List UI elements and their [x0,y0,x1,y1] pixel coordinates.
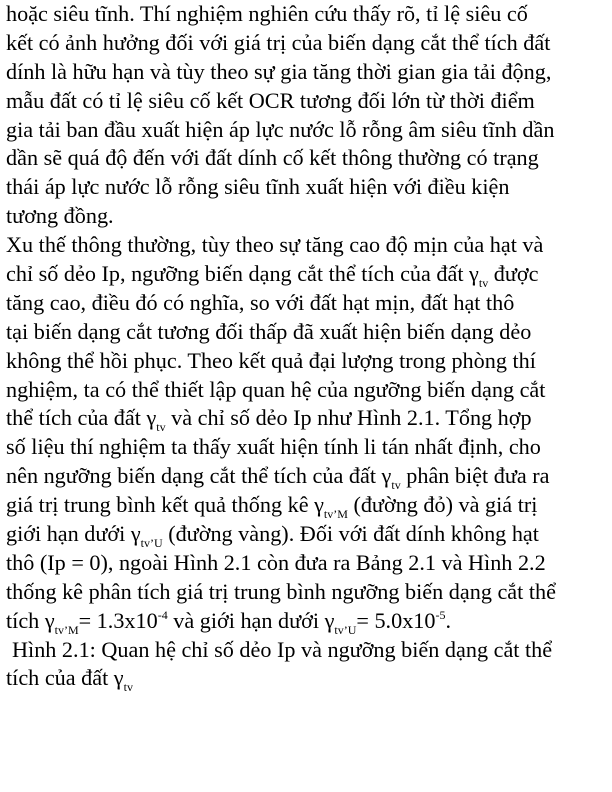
text-line: thái áp lực nước lỗ rỗng siêu tĩnh xuất hiện với điều kiện [6,174,510,200]
text-line [6,404,610,433]
text-run: thể tích của đất γ [6,405,157,431]
subscript: tv [156,420,166,435]
subscript: tv [123,680,133,695]
text-line: số liệu thí nghiệm ta thấy xuất hiện tính li tán nhất định, cho [6,434,541,460]
caption-line: Hình 2.1: Quan hệ chỉ số dẻo Ip và ngưỡng biến dạng cắt thể [12,636,553,662]
text-run: tích của đất γ [6,665,124,691]
text-run: giới hạn dưới γ [6,521,141,547]
subscript: tv [391,478,401,493]
subscript: tv [478,276,489,291]
paragraph-1 [6,0,610,231]
text-run: (đường vàng). Đối với đất dính không hạt [162,521,539,547]
figure-caption [6,636,610,694]
subscript: tv’U [334,622,357,637]
subscript: tv’M [323,507,348,522]
text-run: và giới hạn dưới γ [167,607,335,633]
text-run: được [488,261,539,287]
document-page [6,0,610,693]
subscript: tv’U [140,536,163,551]
caption-line [6,664,610,693]
text-run: tích γ [6,607,55,633]
text-line [6,607,610,636]
text-line: gia tải ban đầu xuất hiện áp lực nước lỗ rỗng âm siêu tĩnh dần [6,116,555,142]
subscript: tv’M [54,622,79,637]
superscript: -5 [435,607,446,622]
text-line [6,520,610,549]
text-line: tăng cao, điều đó có nghĩa, so với đất hạt mịn, đất hạt thô [6,289,515,315]
text-run: = 1.3x10 [78,607,158,633]
text-run: (đường đỏ) và giá trị [347,492,538,518]
text-line: thô (Ip = 0), ngoài Hình 2.1 còn đưa ra Bảng 2.1 và Hình 2.2 [6,549,546,575]
text-line: mẫu đất có tỉ lệ siêu cố kết OCR tương đối lớn từ thời điểm [6,87,535,113]
text-line: nghiệm, ta có thể thiết lập quan hệ của ngưỡng biến dạng cắt [6,376,546,402]
text-run: = 5.0x10 [356,607,436,633]
text-run: nên ngưỡng biến dạng cắt thể tích của đất γ [6,463,392,489]
text-line: không thể hồi phục. Theo kết quả đại lượng trong phòng thí [6,347,536,373]
text-line [6,462,610,491]
text-line: dính là hữu hạn và tùy theo sự gia tăng thời gian gia tải động, [6,58,552,84]
text-run: giá trị trung bình kết quả thống kê γ [6,492,324,518]
text-line: kết có ảnh hưởng đối với giá trị của biến dạng cắt thể tích đất [6,29,551,55]
text-line: Xu thế thông thường, tùy theo sự tăng cao độ mịn của hạt và [6,232,544,258]
paragraph-2 [6,231,610,635]
text-line [6,491,610,520]
text-line: thống kê phân tích giá trị trung bình ngưỡng biến dạng cắt thể [6,578,556,604]
text-run: phân biệt đưa ra [400,463,550,489]
text-run: chỉ số dẻo Ip, ngưỡng biến dạng cắt thể tích của đất γ [6,261,479,287]
text-run: và chỉ số dẻo Ip như Hình 2.1. Tổng hợp [165,405,532,431]
text-line: dần sẽ quá độ đến với đất dính cố kết thông thường có trạng [6,145,539,171]
superscript: -4 [157,607,168,622]
text-line: hoặc siêu tĩnh. Thí nghiệm nghiên cứu thấy rõ, tỉ lệ siêu cố [6,1,528,26]
text-run: . [445,607,452,633]
text-line: tương đồng. [6,203,114,229]
text-line: tại biến dạng cắt tương đối thấp đã xuất hiện biến dạng dẻo [6,318,532,344]
text-line [6,260,610,289]
